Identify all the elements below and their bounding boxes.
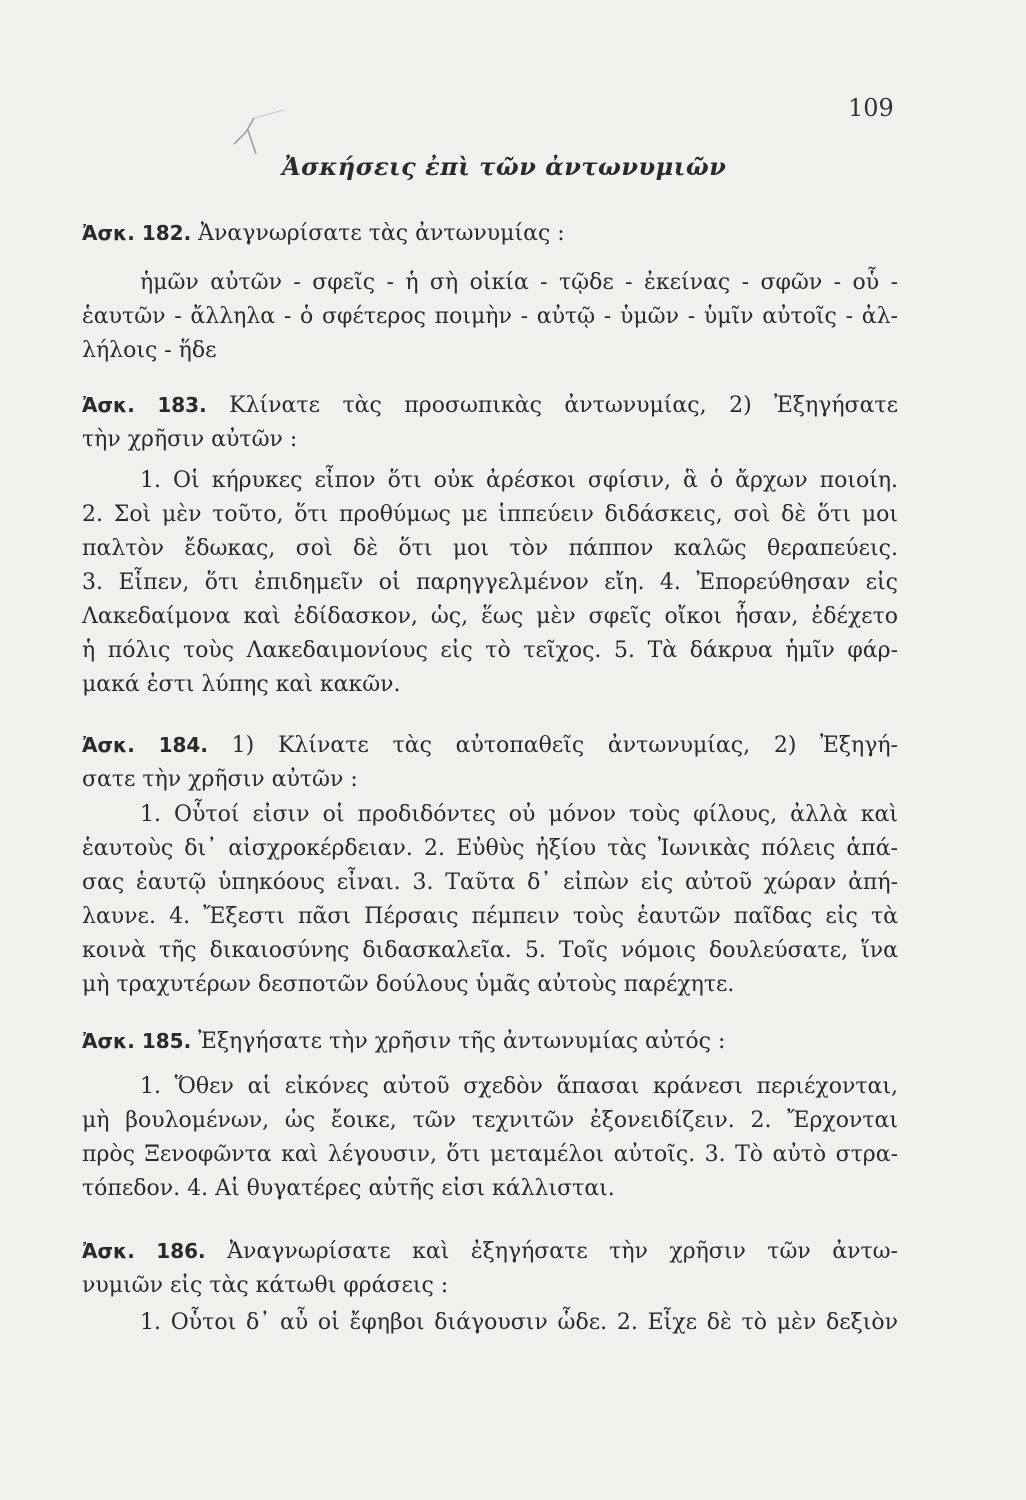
text-line: τὴν χρῆσιν αὐτῶν :: [82, 427, 298, 452]
exercise-185-body: [82, 1070, 898, 1206]
text-line: πρὸς Ξενοφῶντα καὶ λέγουσιν, ὅτι μεταμέλοι αὐτοῖς. 3. Τὸ αὐτὸ στρα-: [82, 1142, 898, 1167]
exercise-label: Ἀσκ. 183.: [82, 393, 207, 417]
text-line: κοινὰ τῆς δικαιοσύνης διδασκαλεῖα. 5. Τοῖς νόμοις δουλεύσατε, ἵνα: [82, 938, 898, 963]
text-line: μὴ τραχυτέρων δεσποτῶν δούλους ὑμᾶς αὐτοὺς παρέχητε.: [82, 972, 735, 997]
text-line: τόπεδον. 4. Αἱ θυγατέρες αὐτῆς εἰσι κάλλισται.: [82, 1176, 615, 1201]
text-line: λαυνε. 4. Ἔξεστι πᾶσι Πέρσαις πέμπειν τοὺς ἑαυτῶν παῖδας εἰς τὰ: [82, 904, 898, 929]
text-line: μὴ βουλομένων, ὡς ἔοικε, τῶν τεχνιτῶν ἐξονειδίζειν. 2. Ἔρχονται: [82, 1108, 898, 1133]
exercise-184-body: [82, 798, 898, 1002]
exercise-186-body: [82, 1306, 898, 1340]
text-line: παλτὸν ἔδωκας, σοὶ δὲ ὅτι μοι τὸν πάππον καλῶς θεραπεύεις.: [82, 536, 898, 561]
text-line: 2. Σοὶ μὲν τοῦτο, ὅτι προθύμως με ἱππεύειν διδάσκεις, σοὶ δὲ ὅτι μοι: [82, 502, 898, 527]
exercise-182: [82, 216, 898, 251]
exercise-instruction: Ἐξηγήσατε τὴν χρῆσιν τῆς ἀντωνυμίας αὐτός :: [198, 1029, 726, 1054]
page-number: 109: [848, 94, 894, 122]
exercise-instruction: Ἀναγνωρίσατε καὶ ἐξηγήσατε τὴν χρῆσιν τῶν ἀντω-: [227, 1239, 898, 1264]
text-line: μακά ἐστι λύπης καὶ κακῶν.: [82, 672, 401, 697]
exercise-183: [82, 388, 898, 457]
text-line: ἡ πόλις τοὺς Λακεδαιμονίους εἰς τὸ τεῖχος. 5. Τὰ δάκρυα ἡμῖν φάρ-: [82, 638, 898, 663]
text-line: σας ἑαυτῷ ὑπηκόους εἶναι. 3. Ταῦτα δ᾽ εἰπὼν εἰς αὐτοῦ χώραν ἀπή-: [82, 870, 898, 895]
text-line: 1. Οὗτοι δ᾽ αὖ οἱ ἔφηβοι διάγουσιν ὧδε. 2. Εἶχε δὲ τὸ μὲν δεξιὸν: [140, 1310, 898, 1335]
exercise-186: [82, 1234, 898, 1303]
text-line: 1. Οὗτοί εἰσιν οἱ προδιδόντες οὐ μόνον τοὺς φίλους, ἀλλὰ καὶ: [140, 802, 898, 827]
text-line: νυμιῶν εἰς τὰς κάτωθι φράσεις :: [82, 1273, 449, 1298]
exercise-instruction: 1) Κλίνατε τὰς αὐτοπαθεῖς ἀντωνυμίας, 2) Ἐξηγή-: [231, 733, 898, 758]
text-line: ἑαυτῶν - ἄλληλα - ὁ σφέτερος ποιμὴν - αὐτῷ - ὑμῶν - ὑμῖν αὐτοῖς - ἀλ-: [82, 304, 898, 329]
pencil-mark-icon: [226, 108, 286, 158]
exercise-185: [82, 1024, 898, 1059]
text-line: 3. Εἶπεν, ὅτι ἐπιδημεῖν οἱ παρηγγελμένον εἴη. 4. Ἐπορεύθησαν εἰς: [82, 570, 898, 595]
exercise-182-body: [82, 266, 898, 368]
text-line: ἡμῶν αὐτῶν - σφεῖς - ἡ σὴ οἰκία - τῷδε - ἐκείνας - σφῶν - οὗ -: [140, 270, 898, 295]
exercise-label: Ἀσκ. 182.: [82, 221, 192, 245]
exercise-183-body: [82, 464, 898, 702]
exercise-label: Ἀσκ. 186.: [82, 1239, 206, 1263]
section-title: Ἀσκήσεις ἐπὶ τῶν ἀντωνυμιῶν: [282, 152, 727, 181]
exercise-184: [82, 728, 898, 797]
exercise-label: Ἀσκ. 184.: [82, 733, 208, 757]
text-line: Λακεδαίμονα καὶ ἐδίδασκον, ὡς, ἕως μὲν σφεῖς οἴκοι ἦσαν, ἐδέχετο: [82, 604, 898, 629]
exercise-instruction: Ἀναγνωρίσατε τὰς ἀντωνυμίας :: [198, 221, 565, 246]
text-line: σατε τὴν χρῆσιν αὐτῶν :: [82, 767, 358, 792]
text-line: ἑαυτοὺς δι᾽ αἰσχροκέρδειαν. 2. Εὐθὺς ἠξίου τὰς Ἰωνικὰς πόλεις ἁπά-: [82, 836, 898, 861]
exercise-instruction: Κλίνατε τὰς προσωπικὰς ἀντωνυμίας, 2) Ἐξηγήσατε: [229, 393, 898, 418]
text-line: 1. Ὅθεν αἱ εἰκόνες αὐτοῦ σχεδὸν ἅπασαι κράνεσι περιέχονται,: [140, 1074, 898, 1099]
text-line: 1. Οἱ κήρυκες εἶπον ὅτι οὐκ ἀρέσκοι σφίσιν, ἃ ὁ ἄρχων ποιοίη.: [140, 468, 898, 493]
exercise-label: Ἀσκ. 185.: [82, 1029, 192, 1053]
text-line: λήλοις - ἥδε: [82, 338, 217, 363]
